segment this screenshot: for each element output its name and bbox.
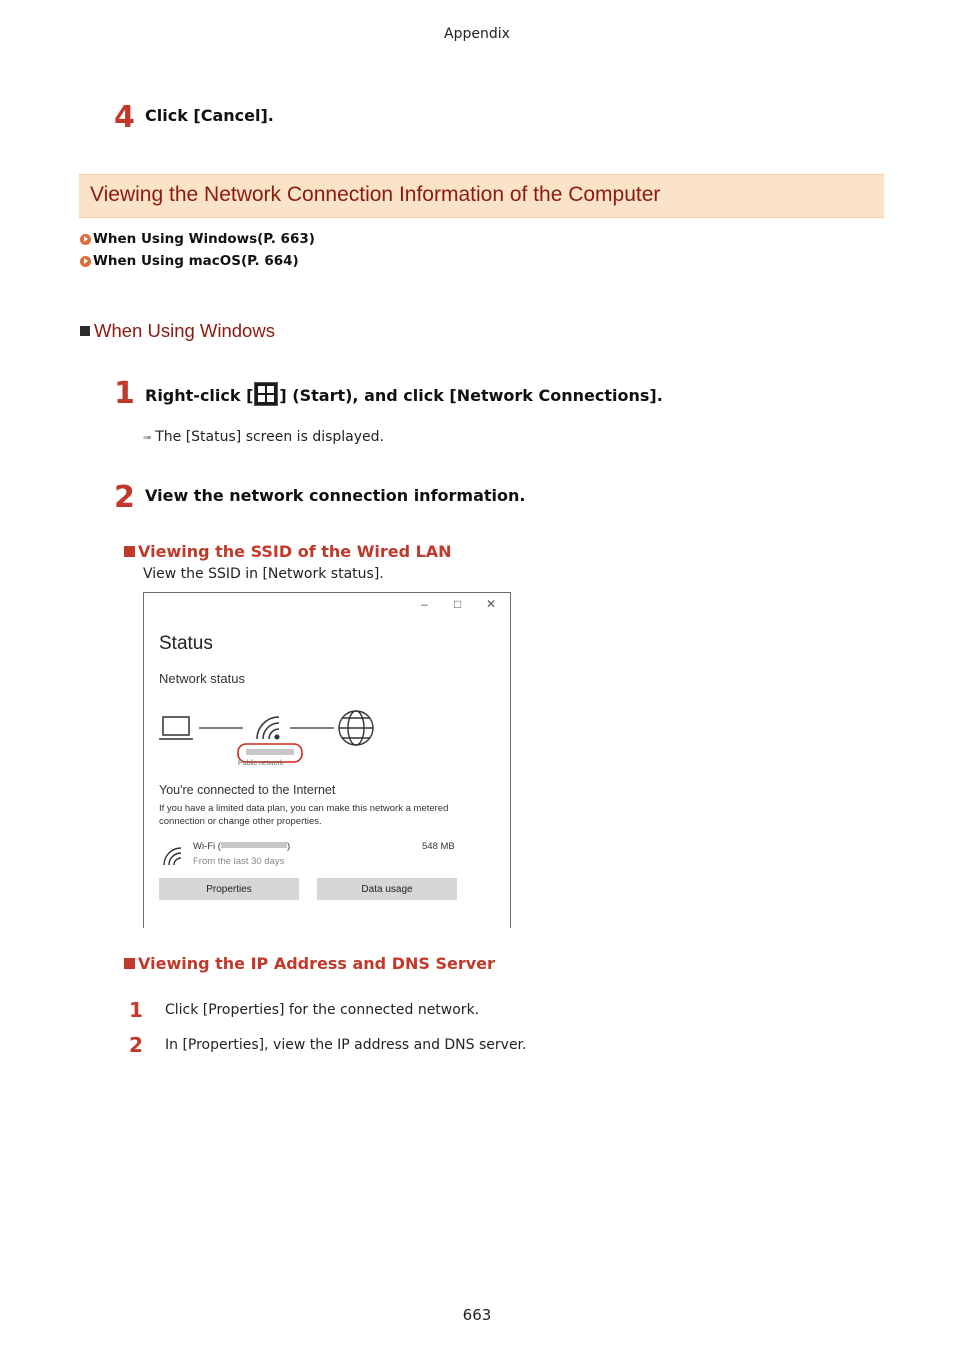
laptop-icon: [159, 717, 193, 739]
connection-description: If you have a limited data plan, you can make this network a metered connection or change other properties.: [159, 803, 449, 827]
substep-text: In [Properties], view the IP address and DNS server.: [165, 1037, 527, 1053]
wifi-prefix: Wi-Fi (: [193, 841, 221, 852]
square-bullet-icon: [124, 958, 135, 969]
square-bullet-icon: [124, 546, 135, 557]
square-bullet-icon: [80, 326, 90, 336]
status-title: Status: [159, 633, 213, 654]
step-text: Click [Cancel].: [145, 106, 274, 125]
result-arrow-icon: ➠: [143, 430, 153, 444]
step-number: 1: [114, 376, 135, 411]
step-text-pre: Right-click [: [145, 386, 254, 405]
ip-heading-text: Viewing the IP Address and DNS Server: [138, 954, 495, 973]
data-usage-button[interactable]: Data usage: [317, 878, 457, 900]
substep-number: 1: [129, 998, 143, 1022]
minimize-icon: –: [421, 597, 428, 611]
network-status-label: Network status: [159, 671, 245, 686]
link-macos[interactable]: [80, 253, 299, 269]
ip-heading: [124, 954, 495, 973]
close-icon: ✕: [486, 597, 497, 611]
subsection-heading-text: When Using Windows: [94, 320, 275, 341]
arrow-right-icon: [80, 256, 91, 267]
data-usage-value: 548 MB: [422, 841, 455, 852]
wifi-name: [193, 841, 290, 852]
status-screenshot: [143, 592, 511, 928]
link-label: When Using Windows(P. 663): [93, 231, 315, 247]
globe-icon: [339, 711, 373, 745]
arrow-right-icon: [80, 234, 91, 245]
step-result: [143, 429, 384, 445]
usage-period: From the last 30 days: [193, 856, 285, 867]
windows-start-icon: [254, 382, 278, 406]
fade-overlay: [144, 900, 510, 928]
section-title: Viewing the Network Connection Information of the Computer: [90, 183, 661, 206]
substep-number: 2: [129, 1033, 143, 1057]
page-number: 663: [462, 1306, 492, 1324]
step-text: View the network connection information.: [145, 486, 526, 505]
subsection-heading: [80, 320, 275, 342]
substep-text: Click [Properties] for the connected network.: [165, 1002, 480, 1018]
wifi-icon: [162, 846, 184, 866]
step-number: 4: [114, 100, 135, 135]
link-windows[interactable]: [80, 231, 315, 247]
blurred-ssid: [246, 749, 294, 755]
maximize-icon: □: [454, 597, 462, 611]
properties-button[interactable]: Properties: [159, 878, 299, 900]
connected-label: You're connected to the Internet: [159, 783, 336, 797]
running-header: Appendix: [444, 26, 510, 42]
public-network-label: Public network: [238, 760, 284, 767]
step-text-post: ] (Start), and click [Network Connections].: [279, 386, 663, 405]
step-result-text: The [Status] screen is displayed.: [155, 429, 384, 445]
step-text: [145, 382, 663, 406]
step-number: 2: [114, 480, 135, 515]
wifi-suffix: ): [286, 841, 291, 852]
ssid-description: View the SSID in [Network status].: [143, 566, 384, 582]
blurred-ssid: [221, 842, 287, 848]
link-label: When Using macOS(P. 664): [93, 253, 299, 269]
ssid-heading: [124, 542, 452, 561]
wifi-icon: [257, 717, 279, 739]
ssid-heading-text: Viewing the SSID of the Wired LAN: [138, 542, 452, 561]
